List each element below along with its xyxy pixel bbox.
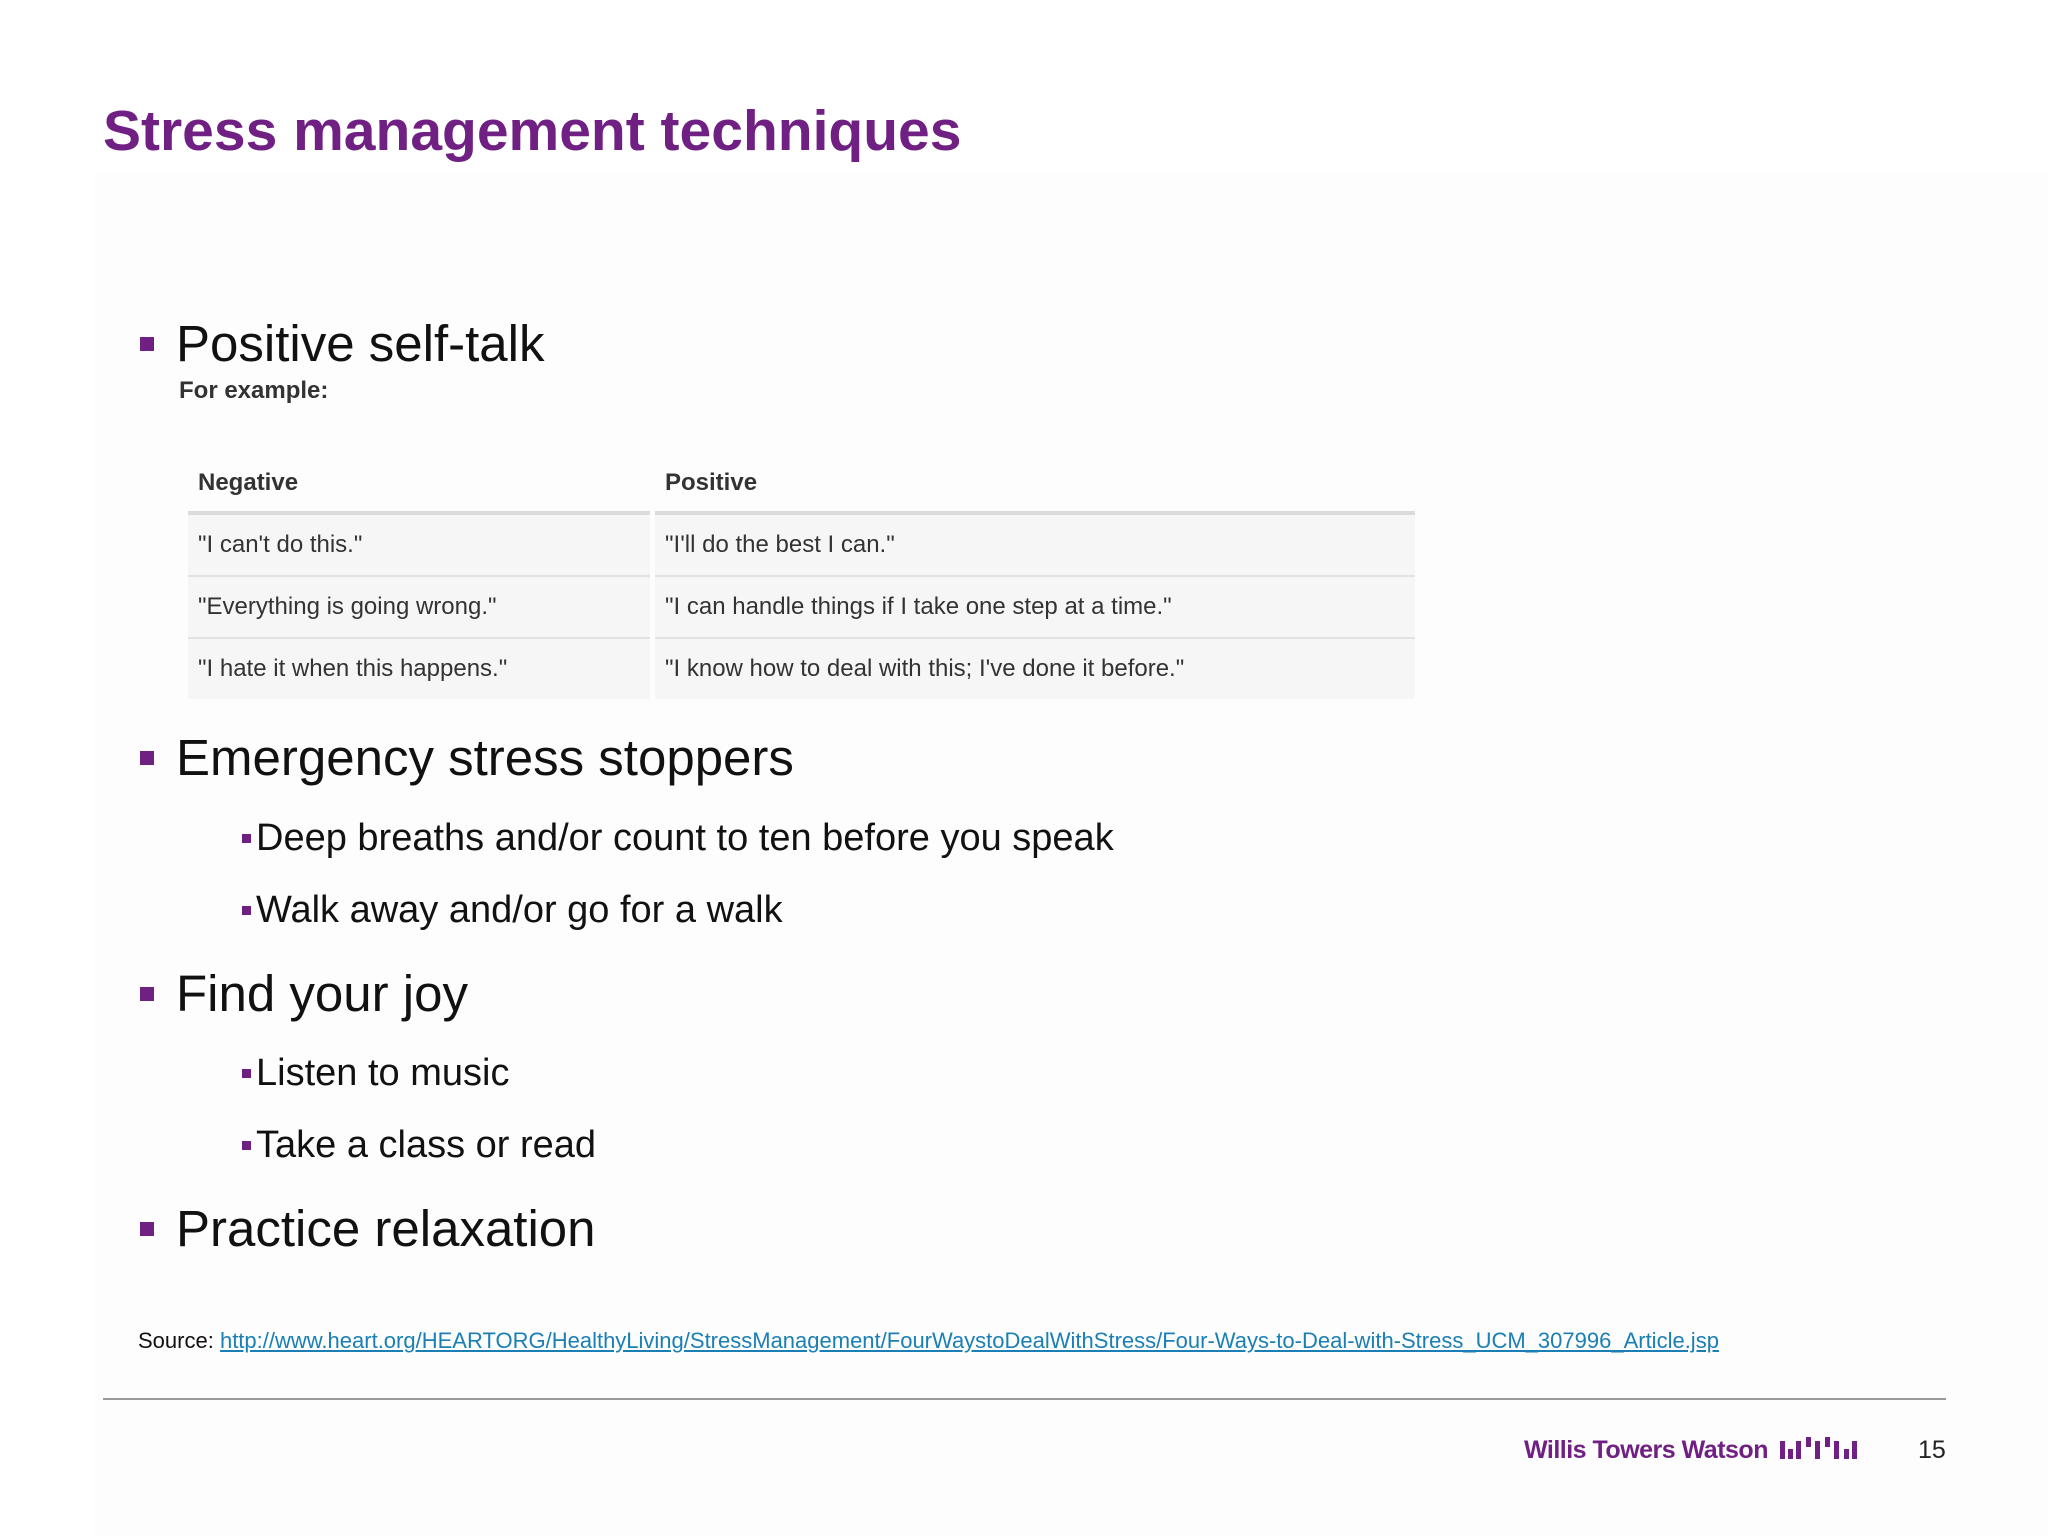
self-talk-table <box>183 455 1420 699</box>
footer-divider <box>103 1398 1946 1400</box>
table-row <box>188 515 1415 577</box>
bullet-label: Positive self-talk <box>176 315 545 372</box>
table-row <box>188 577 1415 639</box>
source-label: Source: <box>138 1328 214 1353</box>
company-logo-text: Willis Towers Watson <box>1524 1436 1768 1464</box>
square-bullet-icon <box>140 751 154 765</box>
negative-cell: "I hate it when this happens." <box>188 639 650 699</box>
positive-cell: "I know how to deal with this; I've done it before." <box>655 639 1415 699</box>
sub-bullet-label: Deep breaths and/or count to ten before you speak <box>256 817 1114 859</box>
sub-bullet-deep-breaths <box>242 819 1114 857</box>
positive-cell: "I can handle things if I take one step at a time." <box>655 577 1415 639</box>
bullet-emergency-stress-stoppers <box>140 729 794 786</box>
sub-bullet-label: Walk away and/or go for a walk <box>256 889 783 931</box>
sub-bullet-listen-music <box>242 1054 509 1092</box>
bullet-label: Emergency stress stoppers <box>176 729 794 786</box>
bullet-label: Practice relaxation <box>176 1200 596 1257</box>
negative-cell: "Everything is going wrong." <box>188 577 650 639</box>
slide-title: Stress management techniques <box>103 99 962 163</box>
table-row <box>188 639 1415 699</box>
bullet-find-your-joy <box>140 965 468 1022</box>
table-header-row <box>188 455 1415 515</box>
square-bullet-icon <box>140 337 154 351</box>
square-bullet-icon <box>140 987 154 1001</box>
bullet-positive-self-talk <box>140 315 545 372</box>
page-number: 15 <box>1918 1436 1946 1464</box>
source-link[interactable]: http://www.heart.org/HEARTORG/HealthyLiving/StressManagement/FourWaystoDealWithStress/Four-Ways-to-Deal-with-Stress_UCM_307996_Article.jsp <box>219 1328 1719 1353</box>
square-bullet-icon <box>242 1069 251 1078</box>
bullet-practice-relaxation <box>140 1200 596 1257</box>
wtw-bars-logo-icon <box>1780 1437 1870 1459</box>
sub-bullet-label: Take a class or read <box>256 1124 597 1166</box>
column-header-positive: Positive <box>655 455 1415 515</box>
example-label: For example: <box>179 377 329 404</box>
source-line <box>138 1328 1719 1354</box>
square-bullet-icon <box>242 1141 251 1150</box>
sub-bullet-walk-away <box>242 891 783 929</box>
bullet-label: Find your joy <box>176 965 468 1022</box>
square-bullet-icon <box>140 1222 154 1236</box>
negative-cell: "I can't do this." <box>188 515 650 577</box>
column-header-negative: Negative <box>188 455 650 515</box>
square-bullet-icon <box>242 906 251 915</box>
square-bullet-icon <box>242 834 251 843</box>
sub-bullet-take-class <box>242 1126 596 1164</box>
positive-cell: "I'll do the best I can." <box>655 515 1415 577</box>
sub-bullet-label: Listen to music <box>256 1052 510 1094</box>
